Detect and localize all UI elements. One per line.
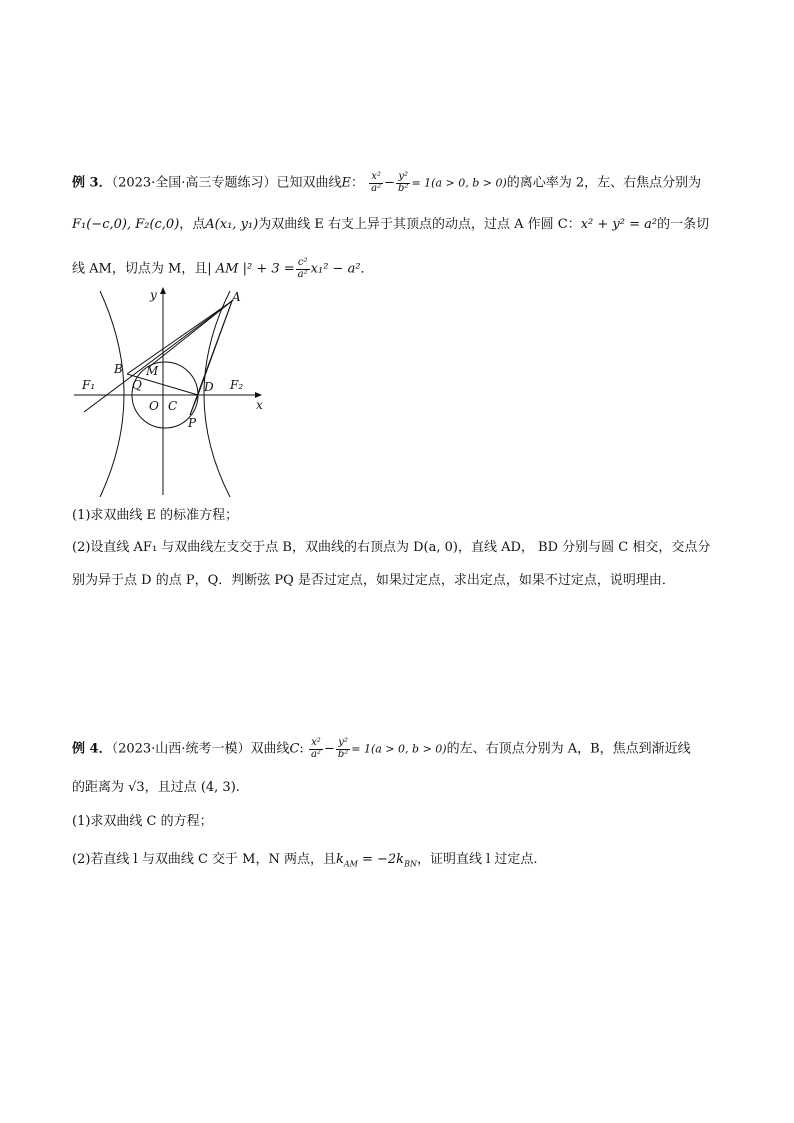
- line-A-B: [127, 301, 232, 374]
- fraction: $\frac{\text{x²}}{\text{a²}}$: [371, 171, 382, 194]
- label-C: C: [168, 399, 178, 413]
- example3-question1: (1)求双曲线 E 的标准方程；: [72, 508, 239, 523]
- example3-source: （2023·全国·高三专题练习）: [111, 175, 277, 191]
- fraction: $\frac{\text{y²}}{\text{b²}}$: [398, 171, 409, 194]
- example3-label: 例 3: [72, 175, 99, 191]
- label-x: x: [256, 398, 263, 412]
- label-F2: F₂: [230, 378, 244, 392]
- label-y: y: [150, 288, 157, 302]
- example4-source: （2023·山西·统考一模）: [111, 741, 251, 757]
- example4-label: 例 4: [72, 741, 99, 757]
- label-B: B: [114, 362, 123, 376]
- fraction: $\frac{\text{c²}}{\text{a²}}$: [297, 257, 308, 280]
- example3-question2-line2: 别为异于点 D 的点 P，Q．判断弦 PQ 是否过定点，如果过定点，求出定点，如果不过定点，说明理由．: [72, 573, 675, 588]
- example3-line1: 例 3．（2023·全国·高三专题练习）已知双曲线E： $\frac{\text{x²}}{\text{a²}}$ − $\frac{\text{y²}}{\text{b²}}$ = 1(a > 0, b > 0)的离心率为 2，左、右焦点分别为: [72, 171, 702, 194]
- label-A: A: [232, 290, 241, 304]
- label-Q: Q: [132, 378, 142, 392]
- example4-question2: (2)若直线 l 与双曲线 C 交于 M，N 两点，且$k_{AM} = -2k_{BN}$，证明直线 l 过定点.: [72, 852, 538, 869]
- label-D: D: [204, 380, 214, 394]
- fraction: $\frac{\text{x²}}{\text{a²}}$: [310, 737, 321, 760]
- example4-question1: (1)求双曲线 C 的方程；: [72, 814, 213, 829]
- label-F1: F₁: [82, 378, 96, 392]
- example4-line2: 的距离为 √3，且过点 (4, 3).: [72, 780, 240, 795]
- y-axis-arrow: [160, 287, 166, 294]
- hyperbola-left-branch: [100, 291, 124, 497]
- example4-line1: 例 4．（2023·山西·统考一模）双曲线C: $\frac{\text{x²}}{\text{a²}}$ − $\frac{\text{y²}}{\text{b²}}$ = 1(a > 0, b > 0)的左、右顶点分别为 A，B，焦点到渐近线: [72, 737, 691, 760]
- hyperbola-figure: [72, 285, 272, 500]
- hyperbola-right-branch: [204, 291, 230, 497]
- label-O: O: [149, 399, 159, 413]
- label-M: M: [146, 364, 159, 378]
- fraction: $\frac{\text{y²}}{\text{b²}}$: [337, 737, 349, 760]
- label-P: P: [188, 416, 197, 430]
- example3-line2: F₁(−c,0), F₂(c,0)，点A(x₁, y₁)为双曲线 E 右支上异于其顶点的动点，过点 A 作圆 C：x² + y² = a²的一条切: [72, 217, 710, 232]
- example3-line3: 线 AM，切点为 M，且| AM |² + 3 = $\frac{\text{c²}}{\text{a²}}$ x₁² − a²．: [72, 257, 374, 280]
- example3-question2-line1: (2)设直线 AF₁ 与双曲线左支交于点 B，双曲线的右顶点为 D(a, 0)，直线 AD， BD 分别与圆 C 相交，交点分: [72, 540, 711, 555]
